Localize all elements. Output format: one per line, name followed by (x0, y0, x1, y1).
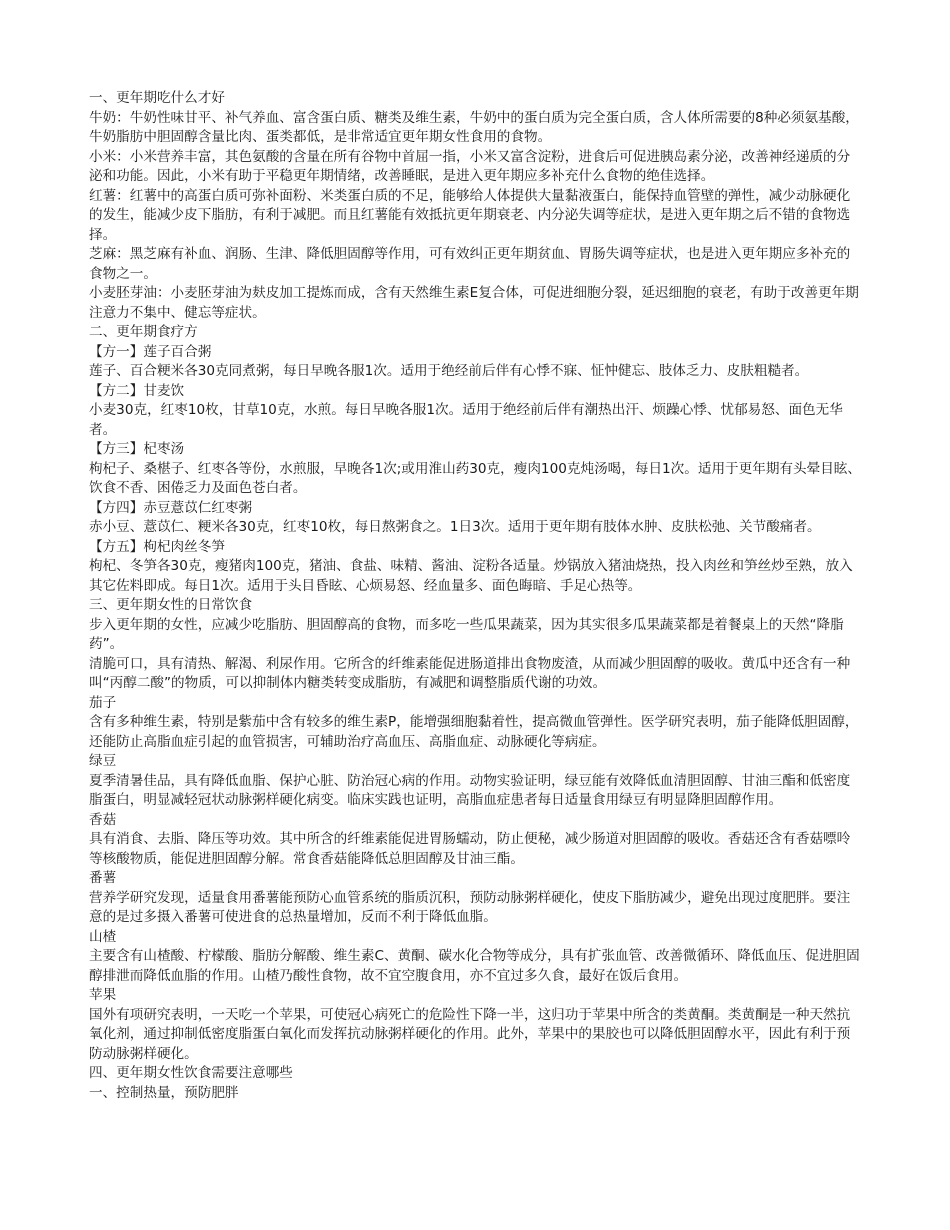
recipe-title-3: 【方三】杞枣汤 (89, 441, 185, 457)
recipe-title-5: 【方五】枸杞肉丝冬笋 (89, 538, 225, 555)
recipe-body-2: 小麦30克，红枣10枚，甘草10克，水煎。每日早晚各服1次。适用于绝经前后伴有潮热出汗、烦躁心悸、忧郁易怒、面色无华者。 (89, 402, 843, 438)
paragraph-cucumber: 清脆可口，具有清热、解渴、利尿作用。它所含的纤维素能促进肠道排出食物废渣，从而减少胆固醇的吸收。黄瓜中还含有一种叫“丙醇二酸”的物质，可以抑制体内糖类转变成脂肪，有减肥和调整脂质代谢的功效。 (89, 655, 851, 691)
recipe-title-4: 【方四】赤豆薏苡仁红枣粥 (89, 499, 253, 516)
paragraph-hawthorn: 主要含有山楂酸、柠檬酸、脂肪分解酸、维生素C、黄酮、碳水化合物等成分，具有扩张血管、改善微循环、降低血压、促进胆固醇排泄而降低血脂的作用。山楂乃酸性食物，故不宜空腹食用，亦不宜过多久食，最好在饭后食用。 (89, 948, 860, 984)
subheading-calorie-control: 一、控制热量，预防肥胖 (89, 1084, 239, 1101)
paragraph-mushroom: 具有消食、去脂、降压等功效。其中所含的纤维素能促进胃肠蠕动，防止便秘，减少肠道对胆固醇的吸收。香菇还含有香菇嘌呤等核酸物质，能促进胆固醇分解。常食香菇能降低总胆固醇及甘油三酯。 (89, 831, 851, 867)
section-heading-1: 一、更年期吃什么才好 (89, 90, 225, 106)
recipe-body-3: 枸杞子、桑椹子、红枣各等份，水煎服，早晚各1次;或用淮山药30克，瘦肉100克炖汤喝，每日1次。适用于更年期有头晕目眩、饮食不香、困倦乏力及面色苍白者。 (89, 460, 861, 496)
recipe-title-2: 【方二】甘麦饮 (89, 382, 185, 399)
section-heading-4: 四、更年期女性饮食需要注意哪些 (89, 1065, 293, 1081)
paragraph-yam: 营养学研究发现，适量食用番薯能预防心血管系统的脂质沉积，预防动脉粥样硬化，使皮下脂肪减少，避免出现过度肥胖。要注意的是过多摄入番薯可使进食的总热量增加，反而不利于降低血脂。 (89, 889, 851, 925)
recipe-body-5: 枸杞、冬笋各30克，瘦猪肉100克，猪油、食盐、味精、酱油、淀粉各适量。炒锅放入猪油烧热，投入肉丝和笋丝炒至熟，放入其它佐料即成。每日1次。适用于头目昏眩、心烦易怒、经血量多、面色晦暗、手足心热等。 (89, 558, 853, 594)
food-title-mung-bean: 绿豆 (89, 753, 117, 769)
food-title-hawthorn: 山楂 (89, 928, 117, 945)
paragraph-eggplant: 含有多种维生素，特别是紫茄中含有较多的维生素P，能增强细胞黏着性，提高微血管弹性。医学研究表明，茄子能降低胆固醇，还能防止高脂血症引起的血管损害，可辅助治疗高血压、高脂血症、动脉硬化等病症。 (89, 714, 859, 750)
food-title-mushroom: 香菇 (89, 811, 117, 828)
paragraph-sweet-potato: 红薯：红薯中的高蛋白质可弥补面粉、米类蛋白质的不足，能够给人体提供大量黏液蛋白，能保持血管壁的弹性，减少动脉硬化的发生，能减少皮下脂肪，有利于减肥。而且红薯能有效抵抗更年期衰老、内分泌失调等症状，是进入更年期之后不错的食物选择。 (89, 187, 851, 243)
paragraph-mung-bean: 夏季清暑佳品，具有降低血脂、保护心脏、防治冠心病的作用。动物实验证明，绿豆能有效降低血清胆固醇、甘油三酯和低密度脂蛋白，明显减轻冠状动脉粥样硬化病变。临床实践也证明，高脂血症患者每日适量食用绿豆有明显降胆固醇作用。 (89, 772, 851, 808)
paragraph-apple: 国外有项研究表明，一天吃一个苹果，可使冠心病死亡的危险性下降一半，这归功于苹果中所含的类黄酮。类黄酮是一种天然抗氧化剂，通过抑制低密度脂蛋白氧化而发挥抗动脉粥样硬化的作用。此外，苹果中的果胶也可以降低胆固醇水平，因此有利于预防动脉粥样硬化。 (89, 1006, 851, 1062)
food-title-eggplant: 茄子 (89, 694, 117, 711)
recipe-title-1: 【方一】莲子百合粥 (89, 343, 212, 360)
recipe-body-4: 赤小豆、薏苡仁、粳米各30克，红枣10枚，每日熬粥食之。1日3次。适用于更年期有肢体水肿、皮肤松弛、关节酸痛者。 (89, 519, 821, 535)
recipe-body-1: 莲子、百合粳米各30克同煮粥，每日早晚各服1次。适用于绝经前后伴有心悸不寐、怔忡健忘、肢体乏力、皮肤粗糙者。 (89, 363, 809, 379)
document-body (89, 89, 863, 1103)
paragraph-milk: 牛奶：牛奶性味甘平、补气养血、富含蛋白质、糖类及维生素，牛奶中的蛋白质为完全蛋白质，含人体所需要的8种必须氨基酸，牛奶脂肪中胆固醇含量比肉、蛋类都低，是非常适宜更年期女性食用的食物。 (89, 109, 859, 145)
food-title-yam: 番薯 (89, 870, 117, 886)
section-heading-2: 二、更年期食疗方 (89, 324, 198, 340)
paragraph-wheat-germ-oil: 小麦胚芽油：小麦胚芽油为麸皮加工提炼而成，含有天然维生素E复合体，可促进细胞分裂，延迟细胞的衰老，有助于改善更年期注意力不集中、健忘等症状。 (89, 285, 859, 321)
paragraph-intro: 步入更年期的女性，应减少吃脂肪、胆固醇高的食物，而多吃一些瓜果蔬菜，因为其实很多瓜果蔬菜都是着餐桌上的天然“降脂药”。 (89, 616, 844, 652)
section-heading-3: 三、更年期女性的日常饮食 (89, 597, 253, 613)
paragraph-sesame: 芝麻：黑芝麻有补血、润肠、生津、降低胆固醇等作用，可有效纠正更年期贫血、胃肠失调等症状，也是进入更年期应多补充的食物之一。 (89, 246, 851, 282)
paragraph-millet: 小米：小米营养丰富，其色氨酸的含量在所有谷物中首屈一指，小米又富含淀粉，进食后可促进胰岛素分泌，改善神经递质的分泌和功能。因此，小米有助于平稳更年期情绪，改善睡眠，是进入更年期应多补充什么食物的绝佳选择。 (89, 148, 851, 184)
food-title-apple: 苹果 (89, 987, 117, 1003)
